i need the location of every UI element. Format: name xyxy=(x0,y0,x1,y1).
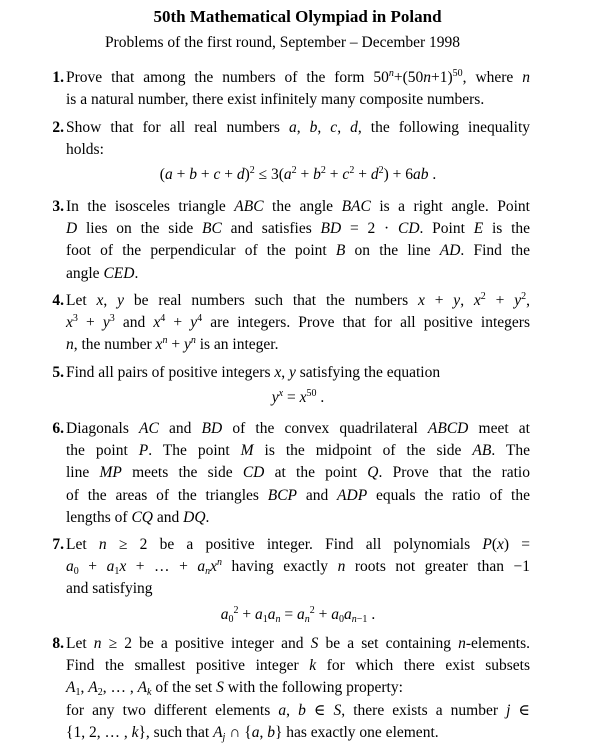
problem-number: 7. xyxy=(52,536,64,553)
problem-equation: $y^x = x^{50}$ . xyxy=(271,388,325,407)
problem-7 xyxy=(42,534,530,629)
problem-8 xyxy=(42,633,530,744)
problem-number: 6. xyxy=(52,420,64,437)
problem-text: In the isosceles triangle ABC the angle BAC is a right angle. Point D lies on the side BC and satisfies BD = 2 · CD. Point E is the foot of the perpendicular of the point B on the line AD. Find the angle CED. xyxy=(66,198,531,282)
problem-text: Let n ≥ 2 be a positive integer. Find all polynomials P(x) = $a_0 + a_1x$ + … + $a_nx^n$ having exactly n roots not greater than −1 and satisfying $a_0^2 + a_1a_n = a_n^2 + a_0a_{n-1}$ . xyxy=(66,536,531,625)
problem-2 xyxy=(42,117,530,189)
problem-text: Show that for all real numbers a, b, c, d, the following inequality holds: $(a + b + c + d)^2 \le 3(a^2 + b^2 + c^2 + d^2) + 6ab$ . xyxy=(66,117,530,187)
problem-text: Prove that among the numbers of the form $50^n+(50n+1)^{50}$, where n is a natural number, there exist infinitely many composite numbers. xyxy=(66,68,530,109)
problem-3 xyxy=(42,196,530,285)
problem-number: 8. xyxy=(52,635,64,652)
problem-equation: $(a + b + c + d)^2 \le 3(a^2 + b^2 + c^2 + d^2) + 6ab$ . xyxy=(159,165,437,184)
problem-number: 2. xyxy=(52,119,64,136)
problem-text: Find all pairs of positive integers x, y satisfying the equation $y^x = x^{50}$ . xyxy=(66,362,530,410)
problem-4 xyxy=(42,290,530,357)
problem-number: 5. xyxy=(52,364,64,381)
problem-number: 4. xyxy=(52,292,64,309)
problem-equation: $a_0^2 + a_1a_n = a_n^2 + a_0a_{n-1}$ . xyxy=(220,604,376,625)
problem-text: Diagonals AC and BD of the convex quadrilateral ABCD meet at the point P. The point M is the midpoint of the side AB. The line MP meets the side CD at the point Q. Prove that the ratio of the areas of the triangles BCP and ADP equals the ratio of the lengths of CQ and DQ. xyxy=(66,420,530,526)
problem-text: Let n ≥ 2 be a positive integer and S be a set containing n-elements. Find the smallest positive integer k for which there exist subsets $A_1$, $A_2$, … , $A_k$ of the set S with the following property: for any two different elements a, b ∈ S, there exists a number j ∈ {1, 2, … , k}, such that $A_j$ ∩ {a, b} has exactly one element. xyxy=(66,635,531,743)
problem-number: 3. xyxy=(52,198,64,215)
problem-5 xyxy=(42,362,530,412)
problem-text: Let x, y be real numbers such that the numbers x + y, $x^2 + y^2$, $x^3 + y^3$ and $x^4 + y^4$ are integers. Prove that for all positive integers n, the number $x^n + y^n$ is an integer. xyxy=(66,291,530,354)
problem-6 xyxy=(42,418,530,529)
problem-number: 1. xyxy=(52,69,64,86)
page-subtitle: Problems of the first round, September – December 1998 xyxy=(104,34,461,51)
page-title: 50th Mathematical Olympiad in Poland xyxy=(153,7,442,26)
problem-1 xyxy=(42,67,530,111)
